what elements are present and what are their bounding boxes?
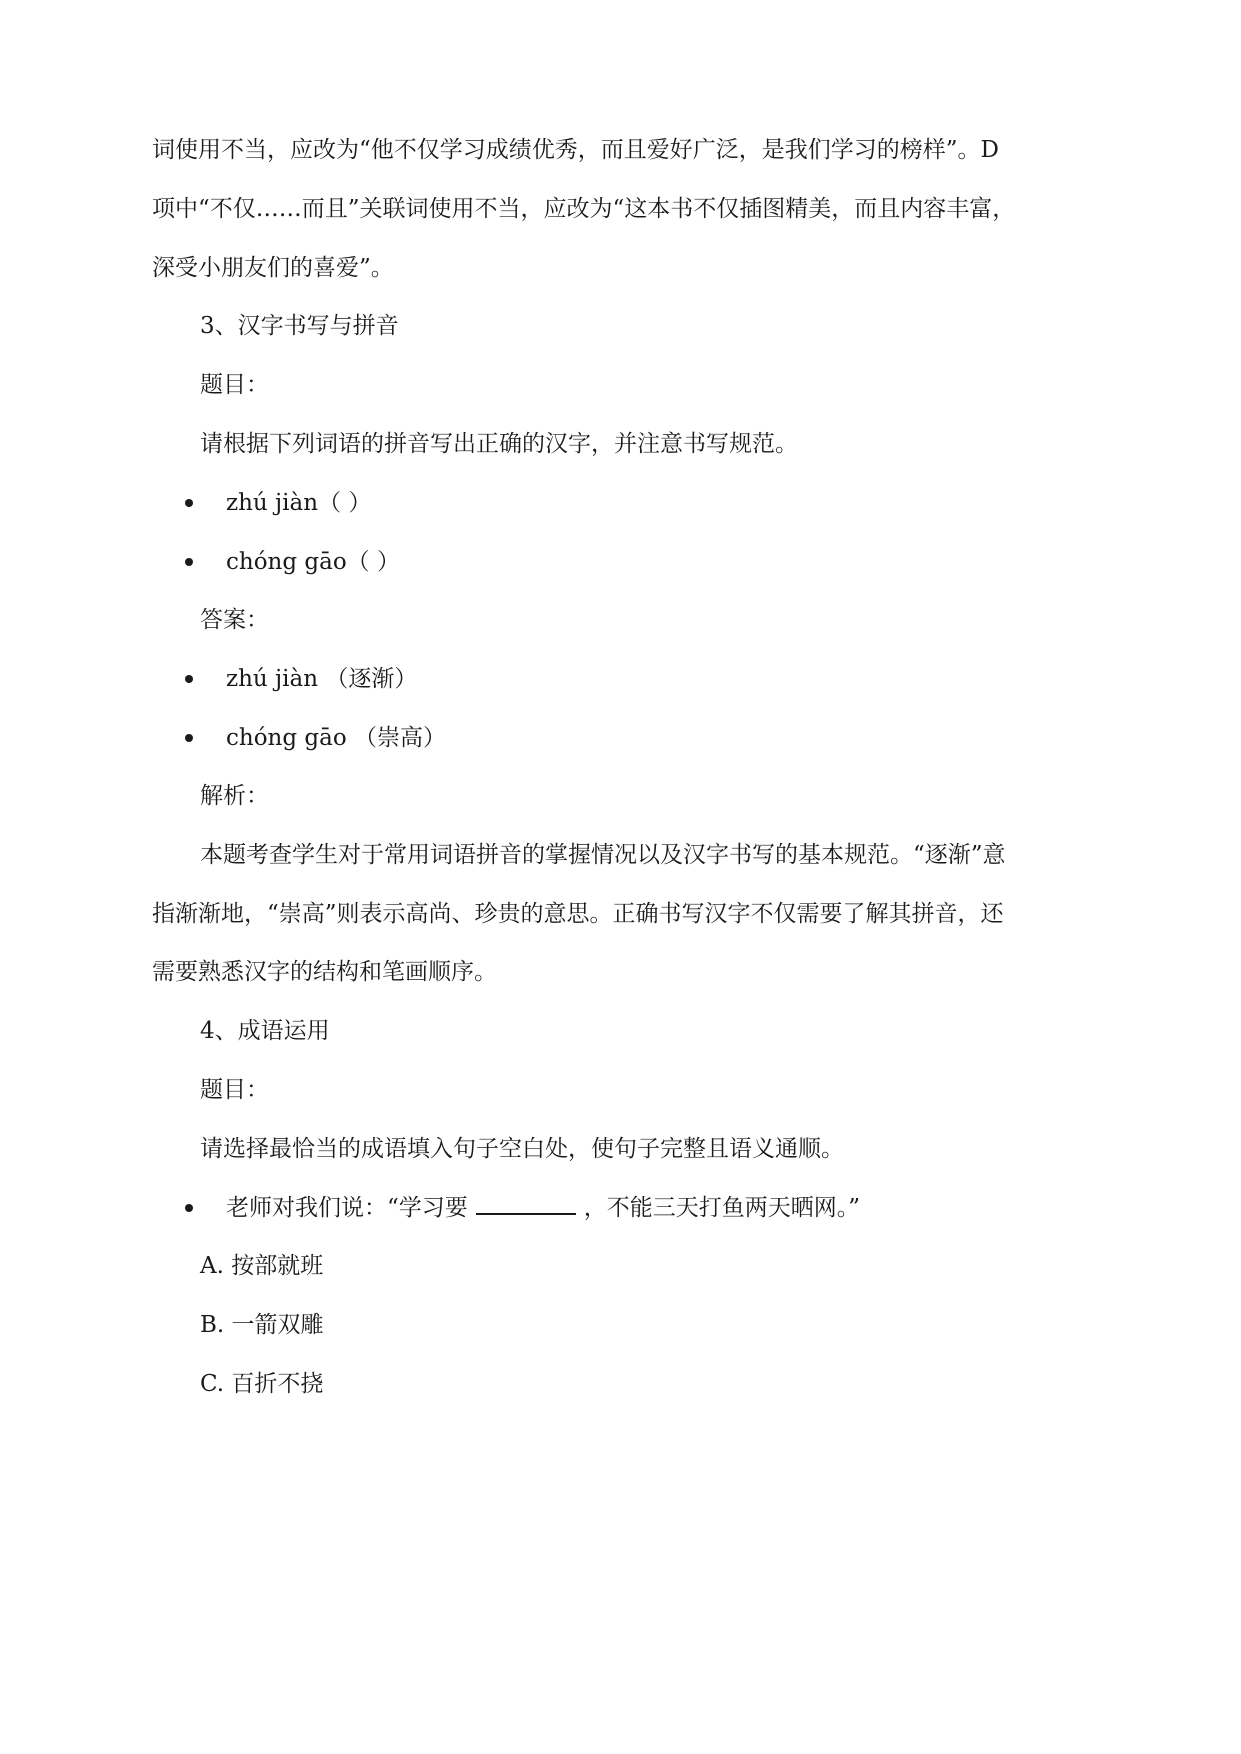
answer-blank	[476, 1191, 576, 1215]
list-item: chóng gāo（ ）	[226, 549, 400, 575]
option-a: A. 按部就班	[200, 1253, 324, 1279]
answer-label: 答案：	[200, 607, 269, 633]
bullet-icon	[185, 558, 193, 566]
bullet-icon	[185, 675, 193, 683]
paragraph-line: 项中“不仅……而且”关联词使用不当，应改为“这本书不仅插图精美，而且内容丰富，	[152, 196, 1016, 222]
paragraph-line: 本题考查学生对于常用词语拼音的掌握情况以及汉字书写的基本规范。“逐渐”意	[200, 842, 1006, 868]
option-c: C. 百折不挠	[200, 1371, 324, 1397]
paragraph-line: 指渐渐地，“崇高”则表示高尚、珍贵的意思。正确书写汉字不仅需要了解其拼音，还	[152, 901, 1004, 927]
sentence-end: ，不能三天打鱼两天晒网。”	[583, 1195, 861, 1221]
paragraph-line: 深受小朋友们的喜爱”。	[152, 255, 394, 281]
section-heading-q4: 4、成语运用	[200, 1018, 330, 1044]
fill-in-sentence	[226, 1191, 860, 1225]
question-prompt: 请选择最恰当的成语填入句子空白处，使句子完整且语义通顺。	[200, 1136, 844, 1162]
list-item: zhú jiàn （逐渐）	[226, 666, 418, 692]
question-prompt: 请根据下列词语的拼音写出正确的汉字，并注意书写规范。	[200, 431, 798, 457]
list-item: zhú jiàn（ ）	[226, 490, 372, 516]
question-label: 题目：	[200, 1077, 269, 1103]
bullet-icon	[185, 499, 193, 507]
question-label: 题目：	[200, 372, 269, 398]
list-item: chóng gāo （崇高）	[226, 725, 446, 751]
paragraph-line: 需要熟悉汉字的结构和笔画顺序。	[152, 959, 497, 985]
section-heading-q3: 3、汉字书写与拼音	[200, 313, 399, 339]
analysis-label: 解析：	[200, 783, 269, 809]
option-b: B. 一箭双雕	[200, 1312, 324, 1338]
bullet-icon	[185, 1204, 193, 1212]
sentence-start: 老师对我们说：“学习要	[226, 1195, 468, 1221]
bullet-icon	[185, 734, 193, 742]
paragraph-line: 词使用不当，应改为“他不仅学习成绩优秀，而且爱好广泛，是我们学习的榜样”。D	[152, 137, 999, 163]
